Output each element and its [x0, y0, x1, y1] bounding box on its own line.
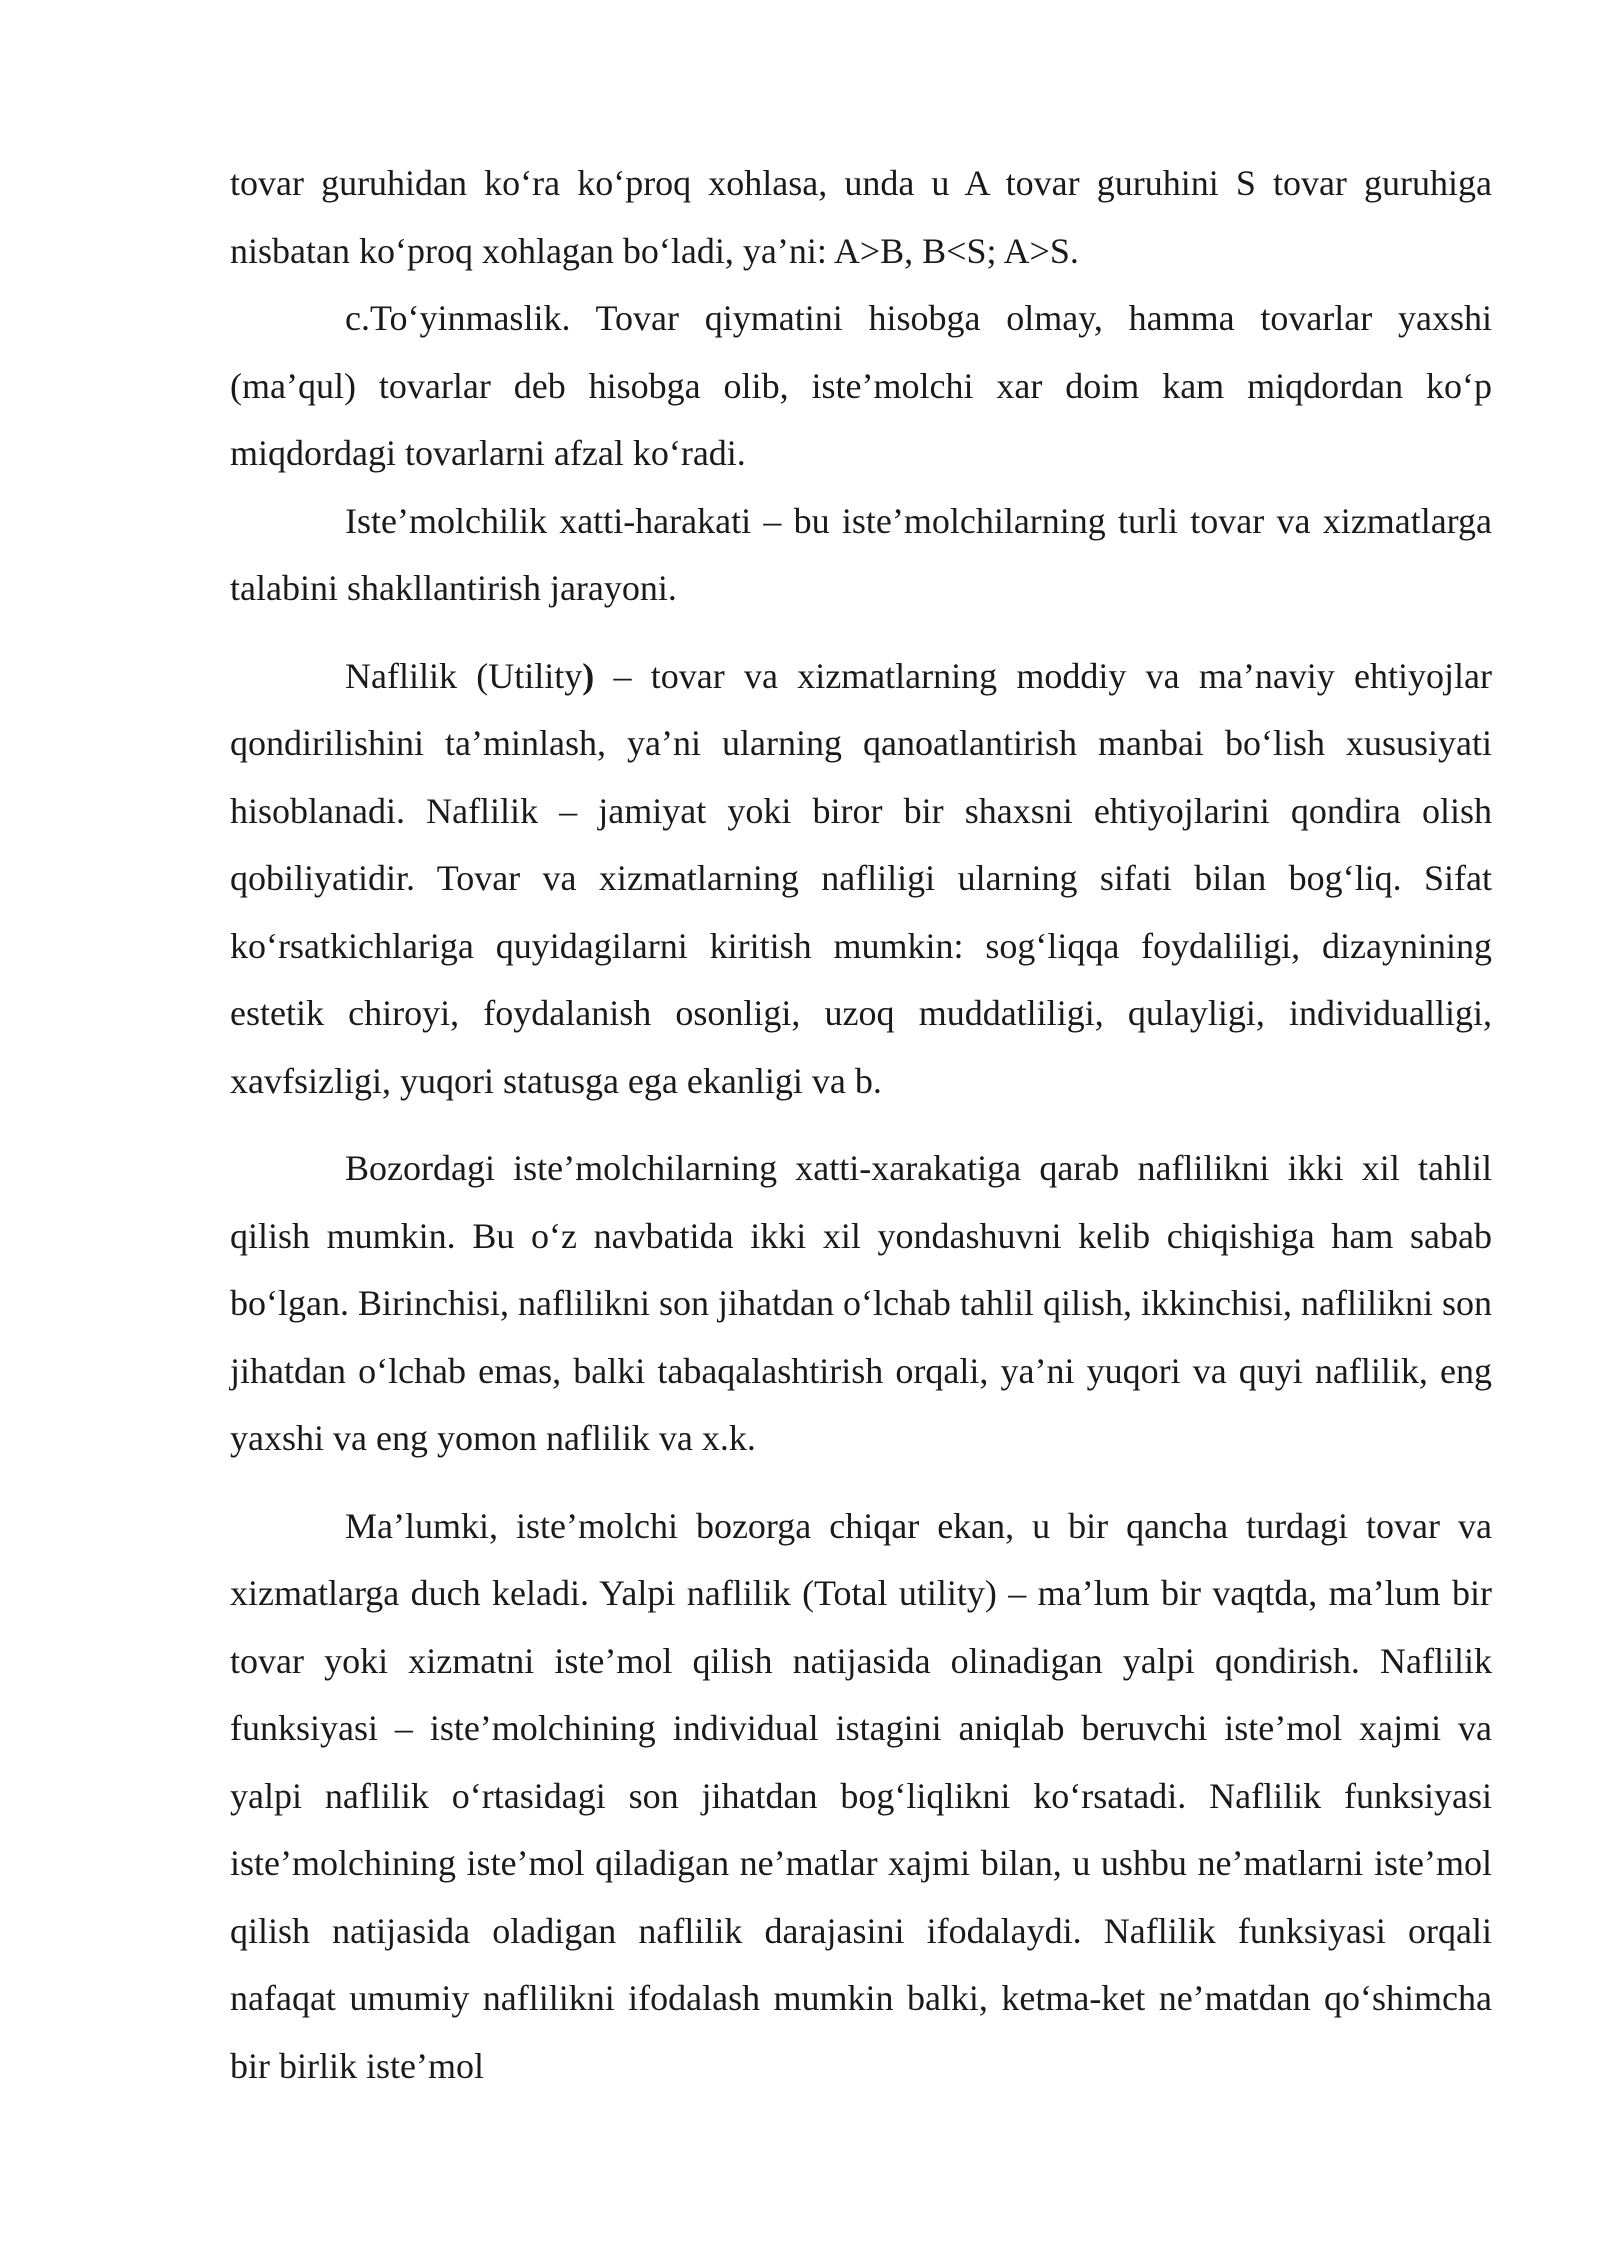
utility-term: Naflilik (Utility	[345, 655, 583, 696]
paragraph-utility-analysis: Bozordagi iste’molchilarning xatti-xarakatiga qarab naflilikni ikki xil tahlil qilish mumkin. Bu o‘z navbatida ikki xil yondashuvni kelib chiqishiga ham sabab bo‘lgan. Birinchisi, naflilikni son jihatdan o‘lchab tahlil qilish, ikkinchisi, naflilikni son jihatdan o‘lchab emas, balki tabaqalashtirish orqali, ya’ni yuqori va quyi naflilik, eng yaxshi va eng yomon naflilik va x.k.	[230, 1148, 1492, 1458]
document-body	[230, 150, 1492, 2100]
utility-term-closing: )	[582, 655, 595, 696]
paragraph-list-item-c	[230, 285, 1492, 488]
paragraph-utility-definition	[230, 643, 1492, 1116]
paragraph-consumer-behavior: Iste’molchilik xatti-harakati – bu iste’molchilarning turli tovar va xizmatlarga talabini shakllantirish jarayoni.	[230, 500, 1492, 608]
list-marker: c.	[345, 298, 370, 338]
list-item-text: To‘yinmaslik. Tovar qiymatini hisobga olmay, hamma tovarlar yaxshi (ma’qul) tovarlar deb hisobga olib, iste’molchi xar doim kam miqdordan ko‘p miqdordagi tovarlarni afzal ko‘radi.	[230, 298, 1492, 473]
paragraph-total-utility: Ma’lumki, iste’molchi bozorga chiqar ekan, u bir qancha turdagi tovar va xizmatlarga duch keladi. Yalpi naflilik (Total utility) – ma’lum bir vaqtda, ma’lum bir tovar yoki xizmatni iste’mol qilish natijasida olinadigan yalpi qondirish. Naflilik funksiyasi – iste’molchining individual istagini aniqlab beruvchi iste’mol xajmi va yalpi naflilik o‘rtasidagi son jihatdan bog‘liqlikni ko‘rsatadi. Naflilik funksiyasi iste’molchining iste’mol qiladigan ne’matlar xajmi bilan, u ushbu ne’matlarni iste’mol qilish natijasida oladigan naflilik darajasini ifodalaydi. Naflilik funksiyasi orqali nafaqat umumiy naflilikni ifodalash mumkin balki, ketma-ket ne’matdan qo‘shimcha bir birlik iste’mol	[230, 1505, 1492, 2086]
paragraph-continuation: tovar guruhidan ko‘ra ko‘proq xohlasa, unda u A tovar guruhini S tovar guruhiga nisbatan ko‘proq xohlagan bo‘ladi, ya’ni: A>B, B<S; A>S.	[230, 163, 1492, 271]
utility-definition-text: – tovar va xizmatlarning moddiy va ma’naviy ehtiyojlar qondirilishini ta’minlash, ya’ni ularning qanoatlantirish manbai bo‘lish xususiyati hisoblanadi. Naflilik – jamiyat yoki biror bir shaxsni ehtiyojlarini qondira olish qobiliyatidir. Tovar va xizmatlarning nafliligi ularning sifati bilan bog‘liq. Sifat ko‘rsatkichlariga quyidagilarni kiritish mumkin: sog‘liqqa foydaliligi, dizaynining estetik chiroyi, foydalanish osonligi, uzoq muddatliligi, qulayligi, individualligi, xavfsizligi, yuqori statusga ega ekanligi va b.	[230, 655, 1493, 1101]
